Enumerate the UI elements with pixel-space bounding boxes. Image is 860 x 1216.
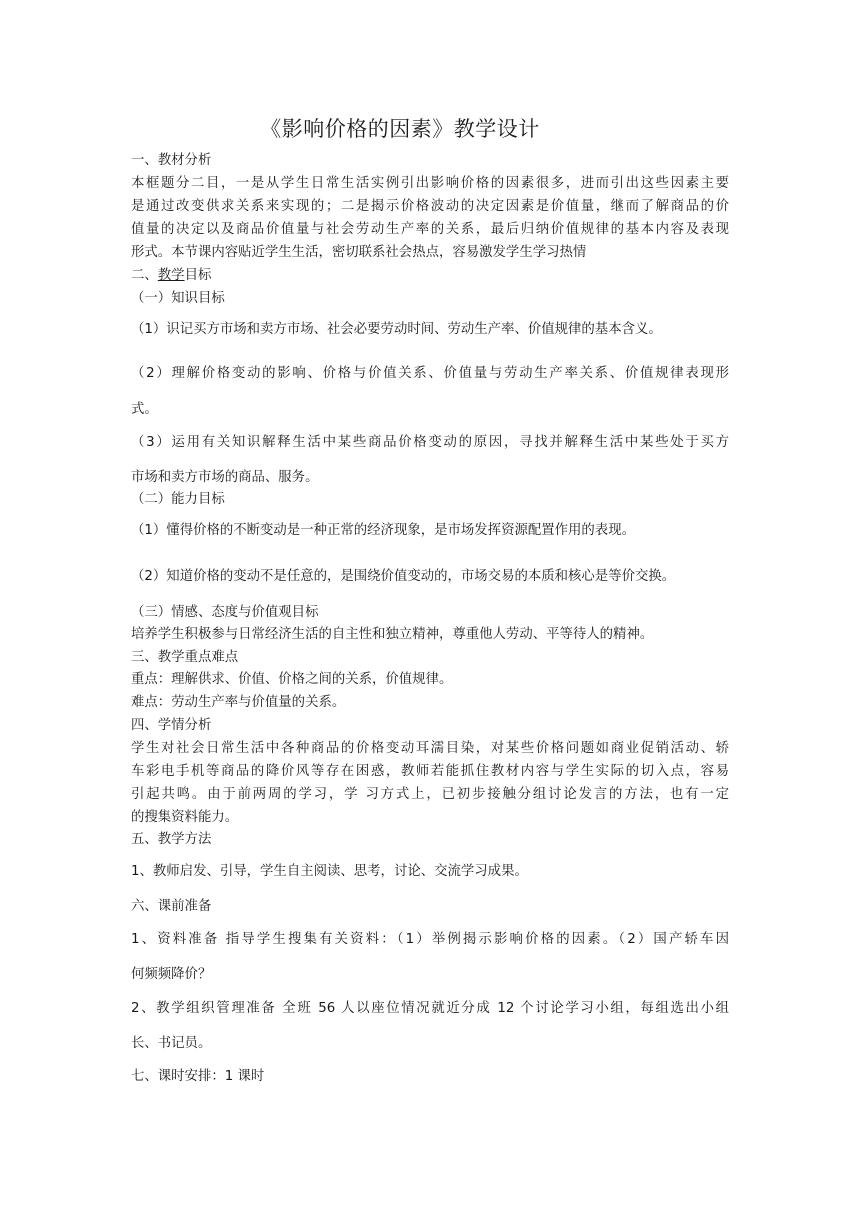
student-analysis-line-1: 学生对社会日常生活中各种商品的价格变动耳濡目染，对某些价格问题如商业促销活动、轿 bbox=[131, 741, 729, 756]
ability-objective-2: （2）知道价格的变动不是任意的，是围绕价值变动的，市场交易的本质和核心是等价交换。 bbox=[131, 569, 676, 584]
textbook-analysis-line-4: 形式。本节课内容贴近学生生活，密切联系社会热点，容易激发学生学习热情 bbox=[131, 245, 587, 260]
student-analysis-line-2: 车彩电手机等商品的降价风等存在困惑，教师若能抓住教材内容与学生实际的切入点，容易 bbox=[131, 764, 729, 779]
student-analysis-line-3: 引起共鸣。由于前两周的学习，学 习方式上，已初步接触分组讨论发言的方法，也有一定 bbox=[131, 787, 729, 802]
textbook-analysis-line-2: 是通过改变供求关系来实现的；二是揭示价格波动的决定因素是价值量，继而了解商品的价 bbox=[131, 199, 729, 214]
preparation-1-line-2: 何频频降价？ bbox=[131, 967, 212, 982]
knowledge-objective-2-line-1: （2）理解价格变动的影响、价格与价值关系、价值量与劳动生产率关系、价值规律表现形 bbox=[131, 366, 729, 381]
section-heading-student-analysis: 四、学情分析 bbox=[131, 718, 212, 733]
preparation-1-line-1: 1、资料准备 指导学生搜集有关资料：（1）举例揭示影响价格的因素。（2）国产轿车因 bbox=[131, 932, 729, 947]
ability-objective-1: （1）懂得价格的不断变动是一种正常的经济现象，是市场发挥资源配置作用的表现。 bbox=[131, 523, 635, 538]
section-heading-class-hours: 七、课时安排：1 课时 bbox=[131, 1069, 265, 1084]
knowledge-objective-2-line-2: 式。 bbox=[131, 402, 158, 417]
knowledge-objective-1: （1）识记买方市场和卖方市场、社会必要劳动时间、劳动生产率、价值规律的基本含义。 bbox=[131, 322, 662, 337]
subheading-emotion-objectives: （三）情感、态度与价值观目标 bbox=[131, 605, 319, 620]
heading-prefix: 二、 bbox=[131, 268, 158, 283]
section-heading-textbook-analysis: 一、教材分析 bbox=[131, 153, 212, 168]
student-analysis-line-4: 的搜集资料能力。 bbox=[131, 810, 239, 825]
section-heading-key-points: 三、教学重点难点 bbox=[131, 650, 239, 665]
preparation-2-line-2: 长、书记员。 bbox=[131, 1036, 212, 1051]
key-point: 重点：理解供求、价值、价格之间的关系，价值规律。 bbox=[131, 672, 453, 687]
knowledge-objective-3-line-2: 市场和卖方市场的商品、服务。 bbox=[131, 470, 319, 485]
document-title: 《影响价格的因素》教学设计 bbox=[260, 117, 540, 141]
section-heading-teaching-methods: 五、教学方法 bbox=[131, 832, 212, 847]
emotion-objective-1: 培养学生积极参与日常经济生活的自主性和独立精神，尊重他人劳动、平等待人的精神。 bbox=[131, 627, 654, 642]
subheading-knowledge-objectives: （一）知识目标 bbox=[131, 291, 225, 306]
preparation-2-line-1: 2、教学组织管理准备 全班 56 人以座位情况就近分成 12 个讨论学习小组，每组选出小组 bbox=[131, 1001, 729, 1016]
textbook-analysis-line-3: 值量的决定以及商品价值量与社会劳动生产率的关系，最后归纳价值规律的基本内容及表现 bbox=[131, 222, 729, 237]
section-heading-teaching-objectives bbox=[131, 266, 211, 286]
section-heading-preparation: 六、课前准备 bbox=[131, 899, 212, 914]
knowledge-objective-3-line-1: （3）运用有关知识解释生活中某些商品价格变动的原因，寻找并解释生活中某些处于买方 bbox=[131, 435, 729, 450]
difficult-point: 难点：劳动生产率与价值量的关系。 bbox=[131, 695, 346, 710]
teaching-method-1: 1、教师启发、引导，学生自主阅读、思考，讨论、交流学习成果。 bbox=[131, 864, 528, 879]
heading-underlined-word: 教学 bbox=[157, 268, 185, 283]
heading-suffix: 目标 bbox=[184, 268, 212, 283]
textbook-analysis-line-1: 本框题分二目，一是从学生日常生活实例引出影响价格的因素很多，进而引出这些因素主要 bbox=[131, 176, 729, 191]
subheading-ability-objectives: （二）能力目标 bbox=[131, 492, 225, 507]
